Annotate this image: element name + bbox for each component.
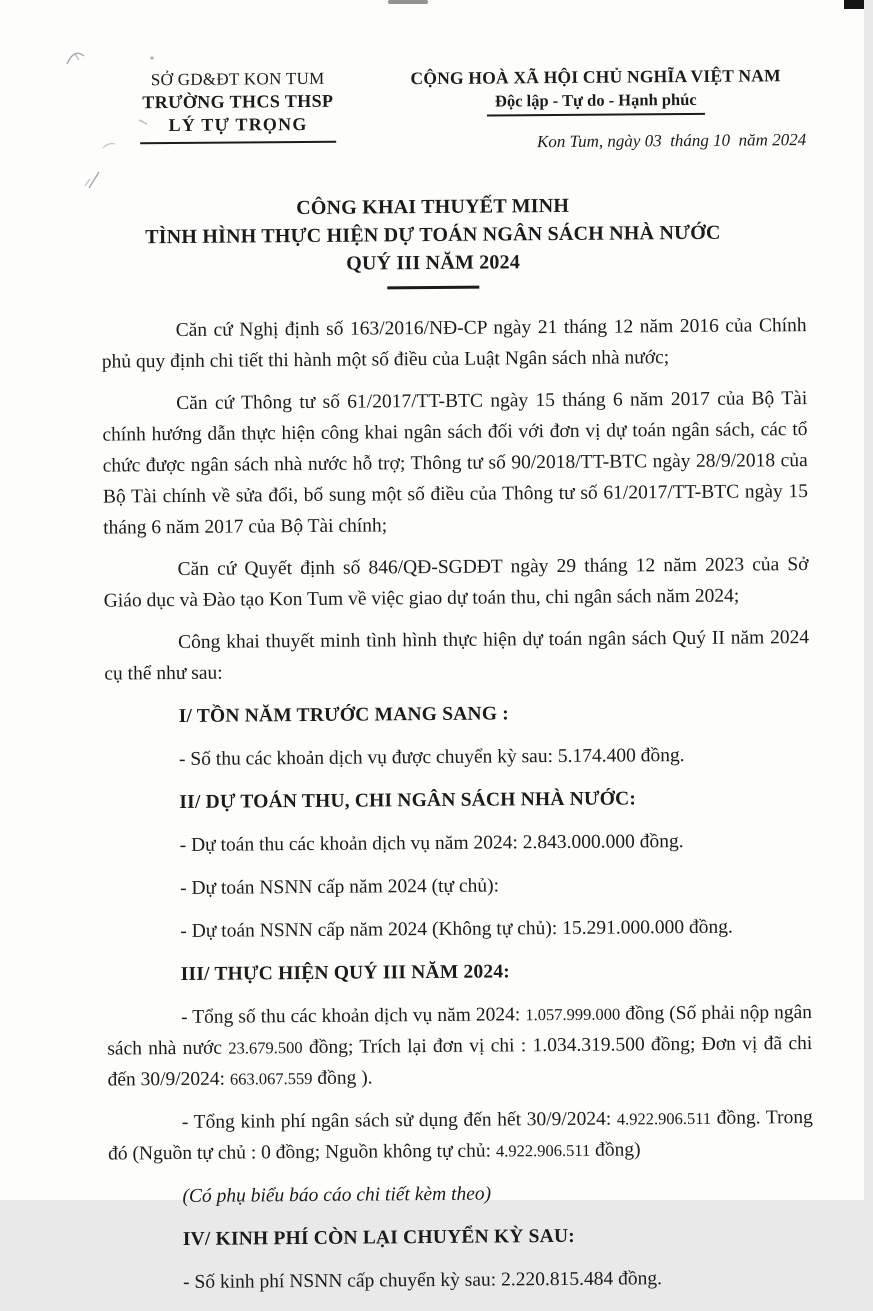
s3-p1-amount-2: 23.679.500 [228,1037,303,1058]
s3-p1-text: đồng ). [312,1066,373,1089]
s3-p1-amount-3: 663.067.559 [229,1068,313,1089]
s3-p1-amount-1: 1.057.999.000 [525,1004,621,1024]
section-2-item-3: - Dự toán NSNN cấp năm 2024 (Không tự chủ): 15.291.000.000 đồng. [180,916,733,942]
section-1-heading: I/ TỒN NĂM TRƯỚC MANG SANG : [178,702,509,727]
title-underline-divider [387,286,479,289]
section-2-item-2: - Dự toán NSNN cấp năm 2024 (tự chủ): [179,874,500,899]
org-school-line: TRƯỜNG THCS THSP [142,90,334,113]
section-3-paragraph-1 [107,997,813,1096]
national-motto-line: Độc lập - Tự do - Hạnh phúc [487,89,705,117]
preamble-paragraph-1: Căn cứ Nghị định số 163/2016/NĐ-CP ngày 21 tháng 12 năm 2016 của Chính phủ quy định chi tiết thi hành một số điều của Luật Ngân sách nhà nước; [101,314,807,373]
s3-p2-amount-2: 4.922.906.511 [495,1140,591,1161]
s3-p2-text: - Tổng kinh phí ngân sách sử dụng đến hết 30/9/2024: [181,1108,617,1133]
document-header [0,0,864,156]
s3-p1-text: - Tổng số thu các khoản dịch vụ năm 2024: [180,1003,526,1028]
s3-p2-amount-1: 4.922.906.511 [616,1108,712,1129]
national-title-line: CỘNG HOÀ XÃ HỘI CHỦ NGHĨA VIỆT NAM [410,65,781,89]
title-line-2: TÌNH HÌNH THỰC HIỆN DỰ TOÁN NGÂN SÁCH NHÀ NƯỚC [145,221,721,249]
section-2-item-1: - Dự toán thu các khoản dịch vụ năm 2024: 2.843.000.000 đồng. [179,830,684,856]
section-1-item-1: - Số thu các khoản dịch vụ được chuyển kỳ sau: 5.174.400 đồng. [178,744,685,770]
national-header-block [384,65,809,153]
attachment-note: (Có phụ biểu báo cáo chi tiết kèm theo) [182,1183,492,1207]
s3-p1-text: đồng (Số phải nộp ngân sách nhà nước [107,1001,813,1060]
org-department-line: SỞ GD&ĐT KON TUM [150,68,325,90]
issuing-org-block [92,68,385,155]
org-underline-divider [140,141,336,145]
title-line-3: QUÝ III NĂM 2024 [346,251,521,275]
preamble-paragraph-2: Căn cứ Thông tư số 61/2017/TT-BTC ngày 15 tháng 6 năm 2017 của Bộ Tài chính hướng dẫn thực hiện công khai ngân sách đối với đơn vị dự toán ngân sách, các tổ chức được ngân sách nhà nước hỗ trợ; Thông tư số 90/2018/TT-BTC ngày 28/9/2018 của Bộ Tài chính về sửa đổi, bổ sung một số điều của Thông tư số 61/2017/TT-BTC ngày 15 tháng 6 năm 2017 của Bộ Tài chính; [102,387,809,539]
section-3-heading: III/ THỰC HIỆN QUÝ III NĂM 2024: [180,960,511,985]
title-line-1: CÔNG KHAI THUYẾT MINH [296,194,570,220]
s3-p1-text: đồng; Trích lại đơn vị chi : 1.034.319.500 đồng; Đơn vị đã chi đến 30/9/2024: [107,1032,813,1091]
preamble-paragraph-4: Công khai thuyết minh tình hình thực hiện dự toán ngân sách Quý II năm 2024 cụ thể như sau: [104,626,810,685]
document-title [1,190,866,292]
section-3-paragraph-2 [108,1102,813,1170]
document-body [102,310,815,1299]
s3-p2-text: đồng. Trong đó (Nguồn tự chủ : 0 đồng; Nguồn không tự chủ: [108,1106,813,1165]
section-4-heading: IV/ KINH PHÍ CÒN LẠI CHUYỂN KỲ SAU: [182,1225,576,1250]
section-2-heading: II/ DỰ TOÁN THU, CHI NGÂN SÁCH NHÀ NƯỚC: [179,787,637,813]
s3-p2-text: đồng) [590,1138,641,1161]
section-4-item-1: - Số kinh phí NSNN cấp chuyển kỳ sau: 2.220.815.484 đồng. [183,1267,662,1293]
org-school-name-line: LÝ TỰ TRỌNG [168,113,308,136]
preamble-paragraph-3: Căn cứ Quyết định số 846/QĐ-SGDĐT ngày 29 tháng 12 năm 2023 của Sở Giáo dục và Đào tạo Kon Tum về việc giao dự toán thu, chi ngân sách năm 2024; [103,553,809,612]
place-date-line: Kon Tum, ngày 03 tháng 10 năm 2024 [536,130,807,152]
